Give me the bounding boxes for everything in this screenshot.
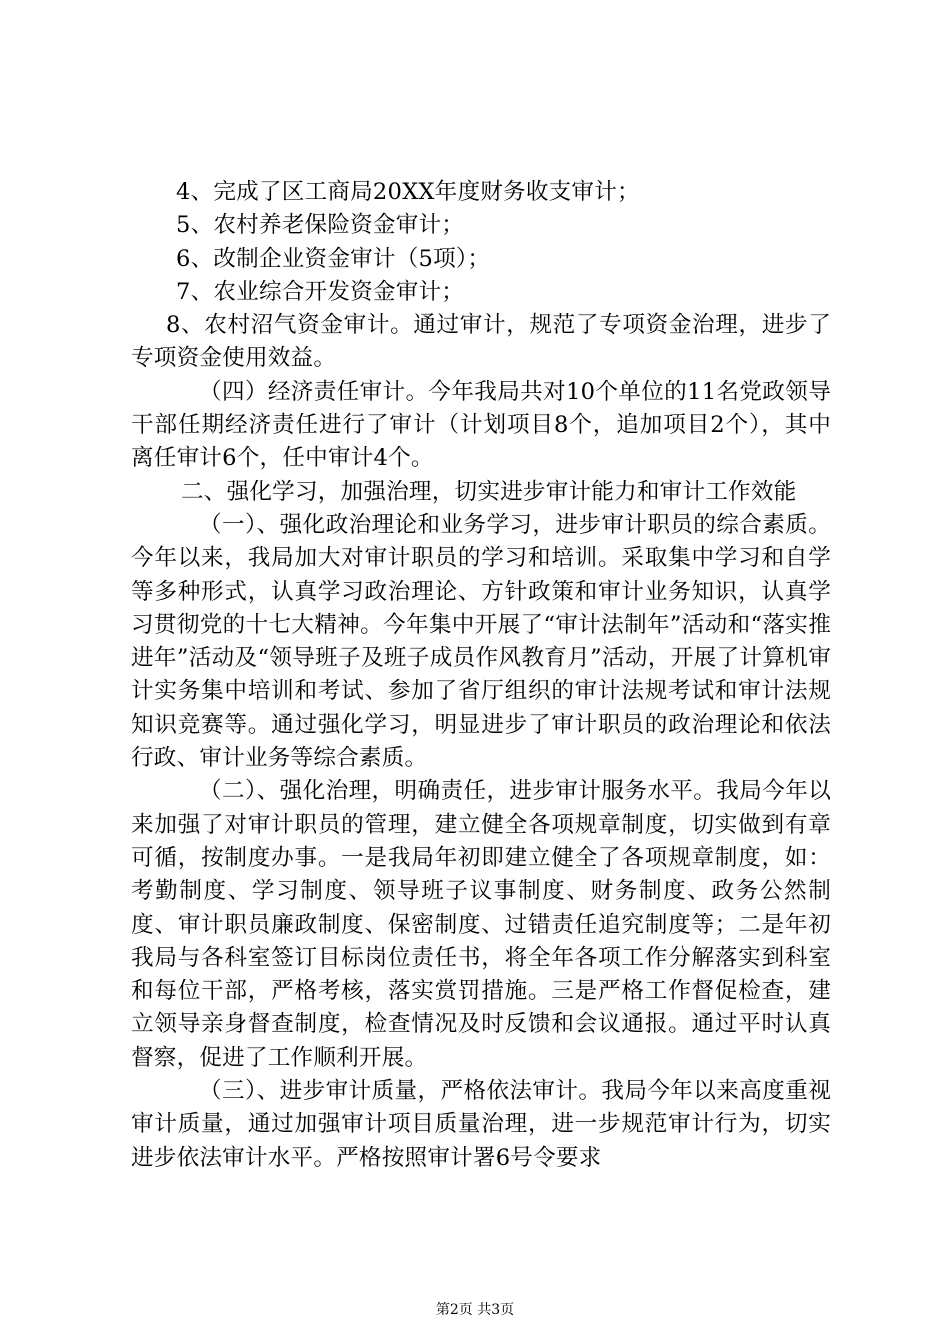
document-body [131,176,831,1175]
page-footer: 第2页 共3页 [435,1302,515,1318]
list-item-7: 7、农业综合开发资金审计； [176,278,465,305]
list-item-8: 8、农村沼气资金审计。通过审计，规范了专项资金治理，进步了专项资金使用效益。 [131,312,831,372]
list-item-5: 5、农村养老保险资金审计； [176,212,465,239]
paragraph-audit-quality: （三）、进步审计质量，严格依法审计。我局今年以来高度重视审计质量，通过加强审计项目质量治理，进一步规范审计行为，切实进步依法审计水平。严格按照审计署6号令要求 [131,1078,831,1171]
paragraph-management: （二）、强化治理，明确责任，进步审计服务水平。我局今年以来加强了对审计职员的管理，建立健全各项规章制度，切实做到有章可循，按制度办事。一是我局年初即建立健全了各项规章制度，如：考勤制度、学习制度、领导班子议事制度、财务制度、政务公然制度、审计职员廉政制度、保密制度、过错责任追究制度等；二是年初我局与各科室签订目标岗位责任书，将全年各项工作分解落实到科室和每位干部，严格考核，落实赏罚措施。三是严格工作督促检查，建立领导亲身督查制度，检查情况及时反馈和会议通报。通过平时认真督察，促进了工作顺利开展。 [131,778,831,1071]
paragraph-economic-responsibility-audit: （四）经济责任审计。今年我局共对10个单位的11名党政领导干部任期经济责任进行了审计（计划项目8个，追加项目2个），其中离任审计6个，任中审计4个。 [131,378,831,472]
paragraph-study: （一）、强化政治理论和业务学习，进步审计职员的综合素质。今年以来，我局加大对审计职员的学习和培训。采取集中学习和自学等多种形式，认真学习政治理论、方针政策和审计业务知识，认真学习贯彻党的十七大精神。今年集中开展了“审计法制年”活动和“落实推进年”活动及“领导班子及班子成员作风教育月”活动，开展了计算机审计实务集中培训和考试、参加了省厅组织的审计法规考试和审计法规知识竞赛等。通过强化学习，明显进步了审计职员的政治理论和依法行政、审计业务等综合素质。 [131,511,831,772]
section-heading-2: 二、强化学习，加强治理，切实进步审计能力和审计工作效能 [181,478,797,505]
list-item-4: 4、完成了区工商局20XX年度财务收支审计； [176,179,640,205]
list-item-6: 6、改制企业资金审计（5项）； [176,245,491,272]
